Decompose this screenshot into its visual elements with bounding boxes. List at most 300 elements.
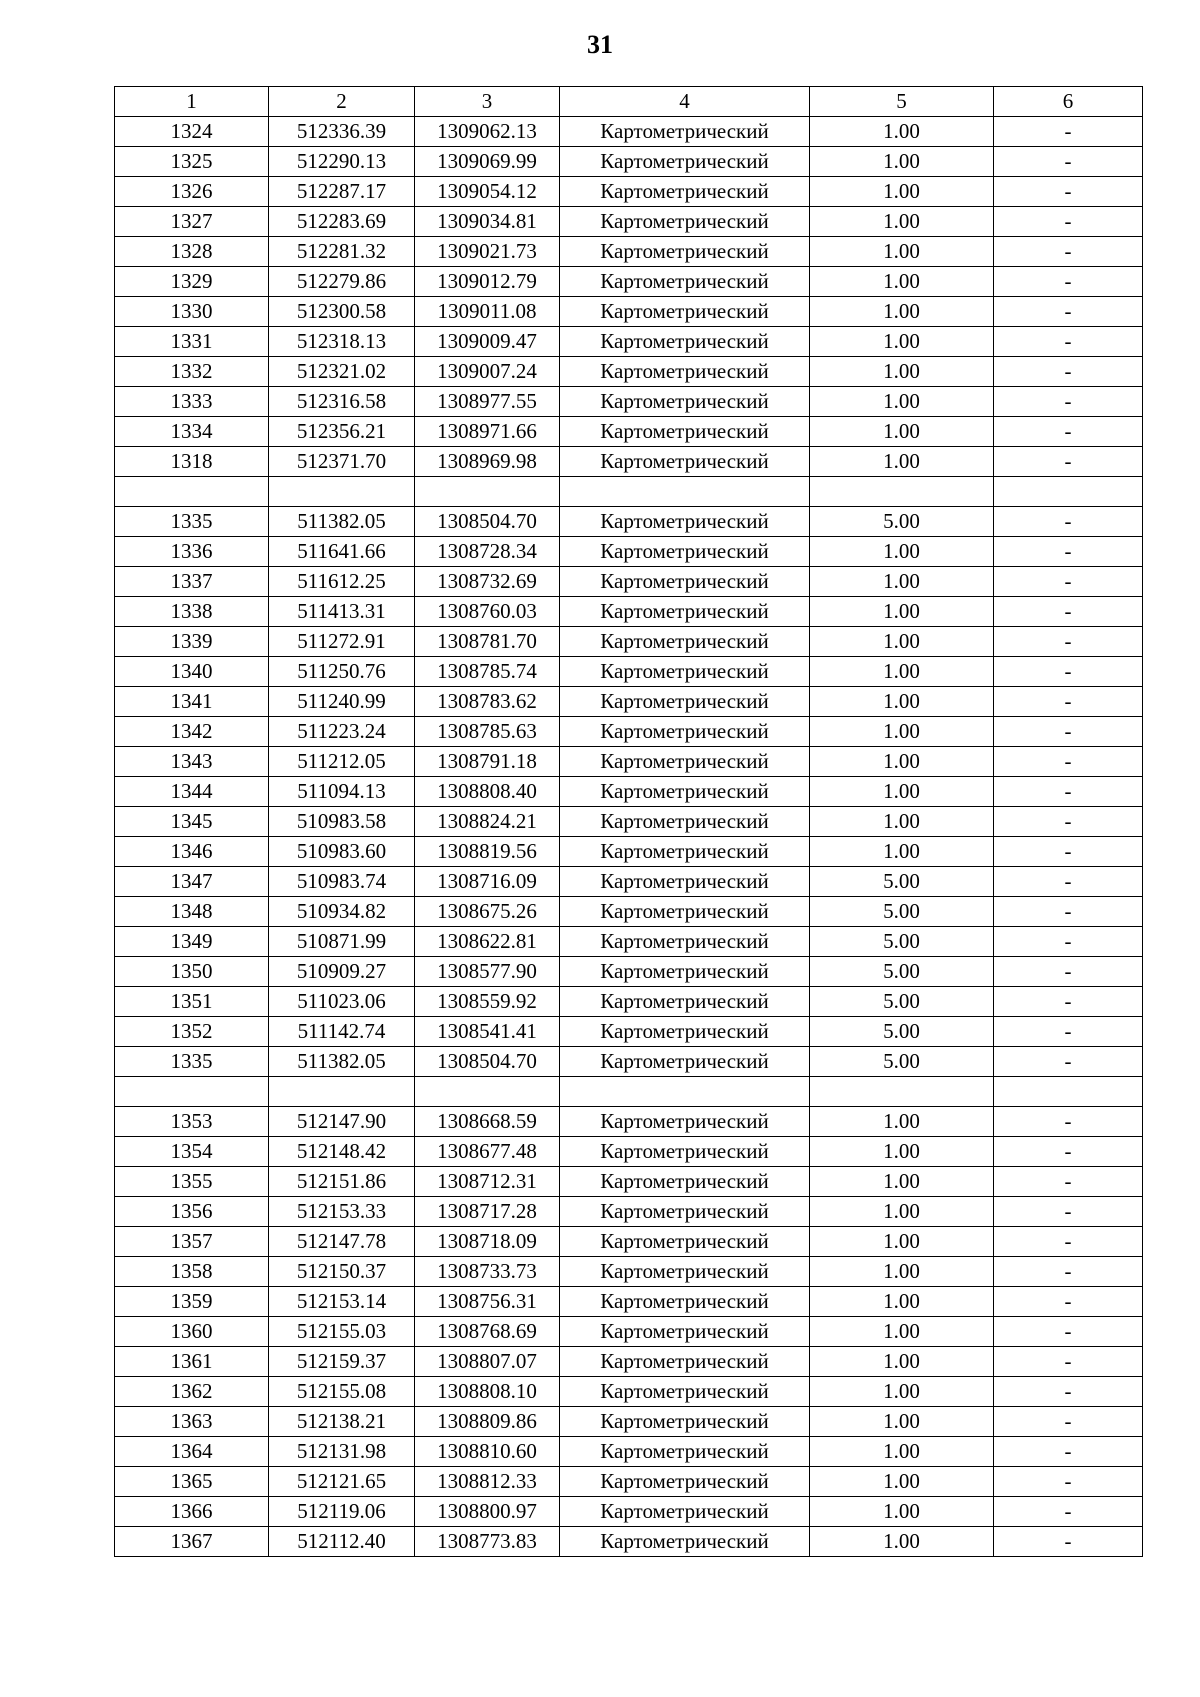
table-row: [115, 1047, 1143, 1077]
table-cell: 1331: [115, 327, 269, 357]
table-row: [115, 267, 1143, 297]
table-cell: 1337: [115, 567, 269, 597]
table-cell: 1.00: [810, 147, 994, 177]
table-cell: 511212.05: [269, 747, 415, 777]
table-cell: -: [994, 867, 1143, 897]
table-cell: 1.00: [810, 1317, 994, 1347]
table-cell: Картометрический: [560, 267, 810, 297]
table-cell: 1347: [115, 867, 269, 897]
table-cell: Картометрический: [560, 1527, 810, 1557]
table-cell: -: [994, 897, 1143, 927]
table-cell: 510909.27: [269, 957, 415, 987]
table-cell: 1329: [115, 267, 269, 297]
table-cell: 1350: [115, 957, 269, 987]
table-cell: 512151.86: [269, 1167, 415, 1197]
table-cell: Картометрический: [560, 147, 810, 177]
table-cell: 1.00: [810, 537, 994, 567]
table-cell: Картометрический: [560, 507, 810, 537]
table-cell: -: [994, 297, 1143, 327]
table-cell: 1308773.83: [415, 1527, 560, 1557]
table-cell: 1325: [115, 147, 269, 177]
table-cell: -: [994, 237, 1143, 267]
table-cell: -: [994, 1137, 1143, 1167]
table-row: [115, 1317, 1143, 1347]
table-cell: -: [994, 627, 1143, 657]
table-cell: 1308717.28: [415, 1197, 560, 1227]
table-cell: 1327: [115, 207, 269, 237]
table-row: [115, 777, 1143, 807]
table-cell: 510983.58: [269, 807, 415, 837]
table-cell: -: [994, 567, 1143, 597]
table-cell: 512356.21: [269, 417, 415, 447]
table-cell: 5.00: [810, 987, 994, 1017]
table-cell: 1308504.70: [415, 1047, 560, 1077]
table-cell: 1341: [115, 687, 269, 717]
table-row: [115, 567, 1143, 597]
table-cell: Картометрический: [560, 837, 810, 867]
table-cell: -: [994, 537, 1143, 567]
table-cell: 511382.05: [269, 1047, 415, 1077]
table-cell: 1308783.62: [415, 687, 560, 717]
table-cell: 1342: [115, 717, 269, 747]
table-cell: [269, 1077, 415, 1107]
table-cell: -: [994, 267, 1143, 297]
table-cell: Картометрический: [560, 567, 810, 597]
table-cell: [994, 1077, 1143, 1107]
table-cell: 1.00: [810, 207, 994, 237]
table-cell: 511023.06: [269, 987, 415, 1017]
table-cell: 1364: [115, 1437, 269, 1467]
table-cell: 5.00: [810, 1047, 994, 1077]
table-cell: 1.00: [810, 777, 994, 807]
table-cell: -: [994, 147, 1143, 177]
table-cell: 1363: [115, 1407, 269, 1437]
table-cell: 511272.91: [269, 627, 415, 657]
table-row: [115, 597, 1143, 627]
table-cell: Картометрический: [560, 597, 810, 627]
table-row: [115, 1377, 1143, 1407]
table-row: [115, 957, 1143, 987]
table-row: [115, 297, 1143, 327]
table-cell: 1308768.69: [415, 1317, 560, 1347]
table-cell: 1330: [115, 297, 269, 327]
table-cell: 1309011.08: [415, 297, 560, 327]
table-cell: -: [994, 987, 1143, 1017]
table-cell: Картометрический: [560, 1197, 810, 1227]
table-cell: 510871.99: [269, 927, 415, 957]
table-row: [115, 147, 1143, 177]
table-cell: -: [994, 507, 1143, 537]
table-row: [115, 1107, 1143, 1137]
table-cell: Картометрический: [560, 1437, 810, 1467]
table-row: [115, 1527, 1143, 1557]
table-cell: Картометрический: [560, 1497, 810, 1527]
table-cell: 1.00: [810, 1527, 994, 1557]
table-cell: 1366: [115, 1497, 269, 1527]
table-cell: 1362: [115, 1377, 269, 1407]
table-cell: 512119.06: [269, 1497, 415, 1527]
table-row: [115, 417, 1143, 447]
table-row: [115, 207, 1143, 237]
table-cell: -: [994, 177, 1143, 207]
table-cell: 1.00: [810, 687, 994, 717]
table-cell: 512153.33: [269, 1197, 415, 1227]
table-cell: 511641.66: [269, 537, 415, 567]
table-row: [115, 1257, 1143, 1287]
table-cell: Картометрический: [560, 1107, 810, 1137]
table-cell: 5.00: [810, 957, 994, 987]
table-cell: 1309054.12: [415, 177, 560, 207]
table-cell: [415, 477, 560, 507]
table-cell: 512336.39: [269, 117, 415, 147]
table-cell: 512155.08: [269, 1377, 415, 1407]
table-cell: 510983.60: [269, 837, 415, 867]
header-cell: 2: [269, 87, 415, 117]
table-row: [115, 1197, 1143, 1227]
table-cell: 1309007.24: [415, 357, 560, 387]
table-cell: Картометрический: [560, 1467, 810, 1497]
table-cell: 1308718.09: [415, 1227, 560, 1257]
table-cell: 1.00: [810, 1137, 994, 1167]
table-cell: 1308677.48: [415, 1137, 560, 1167]
table-cell: 512147.78: [269, 1227, 415, 1257]
table-cell: -: [994, 1197, 1143, 1227]
table-cell: -: [994, 957, 1143, 987]
coordinates-table: [114, 86, 1143, 1557]
table-cell: 5.00: [810, 507, 994, 537]
table-row: [115, 177, 1143, 207]
table-cell: Картометрический: [560, 657, 810, 687]
table-cell: 512148.42: [269, 1137, 415, 1167]
table-cell: 5.00: [810, 897, 994, 927]
table-cell: 511223.24: [269, 717, 415, 747]
table-cell: 511142.74: [269, 1017, 415, 1047]
table-cell: 512283.69: [269, 207, 415, 237]
table-cell: 511413.31: [269, 597, 415, 627]
table-cell: -: [994, 1047, 1143, 1077]
table-row: [115, 927, 1143, 957]
table-cell: 1354: [115, 1137, 269, 1167]
table-row: [115, 657, 1143, 687]
table-cell: 1308809.86: [415, 1407, 560, 1437]
table-row: [115, 627, 1143, 657]
table-row: [115, 1167, 1143, 1197]
table-cell: 1308760.03: [415, 597, 560, 627]
table-row: [115, 747, 1143, 777]
table-cell: 1334: [115, 417, 269, 447]
table-cell: [415, 1077, 560, 1107]
table-cell: 1.00: [810, 357, 994, 387]
table-cell: 1308824.21: [415, 807, 560, 837]
table-cell: 1308807.07: [415, 1347, 560, 1377]
table-cell: 1356: [115, 1197, 269, 1227]
table-cell: Картометрический: [560, 957, 810, 987]
table-cell: 1308728.34: [415, 537, 560, 567]
table-cell: -: [994, 1107, 1143, 1137]
header-cell: 1: [115, 87, 269, 117]
table-cell: -: [994, 1317, 1143, 1347]
table-cell: Картометрический: [560, 1347, 810, 1377]
table-cell: 1.00: [810, 807, 994, 837]
table-cell: 1338: [115, 597, 269, 627]
table-cell: Картометрический: [560, 1407, 810, 1437]
table-cell: -: [994, 417, 1143, 447]
table-row: [115, 1287, 1143, 1317]
table-cell: 1308785.74: [415, 657, 560, 687]
table-header-row: [115, 87, 1143, 117]
table-cell: 1.00: [810, 447, 994, 477]
table-cell: 1308577.90: [415, 957, 560, 987]
table-cell: 1308800.97: [415, 1497, 560, 1527]
table-cell: 1309012.79: [415, 267, 560, 297]
table-cell: Картометрический: [560, 447, 810, 477]
table-cell: [115, 477, 269, 507]
table-cell: [115, 1077, 269, 1107]
table-cell: 1346: [115, 837, 269, 867]
table-cell: 1.00: [810, 387, 994, 417]
table-cell: 1308969.98: [415, 447, 560, 477]
table-cell: 1343: [115, 747, 269, 777]
table-cell: 512131.98: [269, 1437, 415, 1467]
table-cell: 1.00: [810, 747, 994, 777]
table-cell: 1308971.66: [415, 417, 560, 447]
table-row: [115, 507, 1143, 537]
table-cell: Картометрический: [560, 687, 810, 717]
header-cell: 6: [994, 87, 1143, 117]
table-cell: [810, 1077, 994, 1107]
table-cell: 1324: [115, 117, 269, 147]
table-cell: -: [994, 597, 1143, 627]
table-cell: Картометрический: [560, 717, 810, 747]
table-cell: 1336: [115, 537, 269, 567]
table-cell: 1.00: [810, 177, 994, 207]
table-row: [115, 987, 1143, 1017]
table-cell: 1.00: [810, 1257, 994, 1287]
table-cell: -: [994, 327, 1143, 357]
table-cell: 512155.03: [269, 1317, 415, 1347]
table-cell: 1.00: [810, 1167, 994, 1197]
table-cell: Картометрический: [560, 297, 810, 327]
table-cell: 512138.21: [269, 1407, 415, 1437]
table-cell: [560, 477, 810, 507]
table-row: [115, 867, 1143, 897]
table-cell: Картометрический: [560, 777, 810, 807]
table-cell: 1309009.47: [415, 327, 560, 357]
table-cell: Картометрический: [560, 867, 810, 897]
table-cell: 1308716.09: [415, 867, 560, 897]
table-cell: 5.00: [810, 1017, 994, 1047]
table-cell: 1344: [115, 777, 269, 807]
table-cell: -: [994, 747, 1143, 777]
table-cell: 1359: [115, 1287, 269, 1317]
table-cell: 1309021.73: [415, 237, 560, 267]
table-cell: 1.00: [810, 1347, 994, 1377]
table-cell: 1.00: [810, 597, 994, 627]
header-cell: 4: [560, 87, 810, 117]
table-cell: 1.00: [810, 1497, 994, 1527]
table-cell: 1308733.73: [415, 1257, 560, 1287]
table-cell: Картометрический: [560, 1317, 810, 1347]
table-cell: -: [994, 1347, 1143, 1377]
table-cell: Картометрический: [560, 417, 810, 447]
table-cell: 1.00: [810, 1407, 994, 1437]
table-row: [115, 687, 1143, 717]
table-cell: 512300.58: [269, 297, 415, 327]
table-cell: 1333: [115, 387, 269, 417]
table-row: [115, 1137, 1143, 1167]
table-cell: 511612.25: [269, 567, 415, 597]
table-cell: 1348: [115, 897, 269, 927]
table-cell: Картометрический: [560, 1017, 810, 1047]
table-cell: 1308668.59: [415, 1107, 560, 1137]
table-cell: -: [994, 1437, 1143, 1467]
table-cell: Картометрический: [560, 357, 810, 387]
table-cell: Картометрический: [560, 1137, 810, 1167]
table-cell: [560, 1077, 810, 1107]
table-row: [115, 717, 1143, 747]
table-cell: 1308559.92: [415, 987, 560, 1017]
header-cell: 3: [415, 87, 560, 117]
table-cell: Картометрический: [560, 807, 810, 837]
table-cell: 1.00: [810, 1287, 994, 1317]
table-cell: 1.00: [810, 657, 994, 687]
table-cell: 1355: [115, 1167, 269, 1197]
table-cell: Картометрический: [560, 207, 810, 237]
table-cell: 512121.65: [269, 1467, 415, 1497]
table-cell: 1309069.99: [415, 147, 560, 177]
table-cell: 512112.40: [269, 1527, 415, 1557]
table-cell: [269, 477, 415, 507]
table-cell: 1318: [115, 447, 269, 477]
table-cell: 1308712.31: [415, 1167, 560, 1197]
table-row: [115, 237, 1143, 267]
table-cell: -: [994, 1017, 1143, 1047]
table-cell: 1345: [115, 807, 269, 837]
table-cell: -: [994, 1377, 1143, 1407]
table-row: [115, 447, 1143, 477]
table-cell: Картометрический: [560, 1257, 810, 1287]
table-row: [115, 537, 1143, 567]
table-row: [115, 1347, 1143, 1377]
table-cell: 5.00: [810, 867, 994, 897]
table-cell: -: [994, 1227, 1143, 1257]
table-body: [115, 117, 1143, 1557]
table-cell: 1.00: [810, 267, 994, 297]
table-cell: Картометрический: [560, 927, 810, 957]
table-cell: 1309062.13: [415, 117, 560, 147]
table-cell: Картометрический: [560, 1377, 810, 1407]
table-cell: 1.00: [810, 297, 994, 327]
table-cell: 512159.37: [269, 1347, 415, 1377]
table-cell: 1.00: [810, 1437, 994, 1467]
table-cell: 512153.14: [269, 1287, 415, 1317]
table-separator-row: [115, 1077, 1143, 1107]
table-cell: Картометрический: [560, 897, 810, 927]
table-cell: Картометрический: [560, 237, 810, 267]
table-cell: 1339: [115, 627, 269, 657]
table-row: [115, 357, 1143, 387]
table-cell: -: [994, 687, 1143, 717]
table-row: [115, 1227, 1143, 1257]
table-cell: -: [994, 1167, 1143, 1197]
table-cell: 5.00: [810, 927, 994, 957]
table-cell: 1308756.31: [415, 1287, 560, 1317]
table-cell: 1308675.26: [415, 897, 560, 927]
table-cell: 1308791.18: [415, 747, 560, 777]
table-cell: 510983.74: [269, 867, 415, 897]
table-row: [115, 1017, 1143, 1047]
table-cell: 1308819.56: [415, 837, 560, 867]
table-cell: -: [994, 207, 1143, 237]
table-cell: 1.00: [810, 327, 994, 357]
table-cell: Картометрический: [560, 1287, 810, 1317]
table-cell: -: [994, 807, 1143, 837]
table-cell: -: [994, 387, 1143, 417]
table-cell: -: [994, 1407, 1143, 1437]
table-cell: -: [994, 1497, 1143, 1527]
table-cell: 512287.17: [269, 177, 415, 207]
page-number: 31: [587, 30, 613, 59]
table-cell: 1308785.63: [415, 717, 560, 747]
table-cell: -: [994, 1527, 1143, 1557]
table-separator-row: [115, 477, 1143, 507]
table-cell: 511240.99: [269, 687, 415, 717]
table-cell: -: [994, 447, 1143, 477]
table-cell: 1.00: [810, 1467, 994, 1497]
table-cell: -: [994, 657, 1143, 687]
table-cell: [810, 477, 994, 507]
table-row: [115, 897, 1143, 927]
table-cell: -: [994, 777, 1143, 807]
table-cell: Картометрический: [560, 627, 810, 657]
table-cell: 1.00: [810, 1107, 994, 1137]
table-cell: 1.00: [810, 837, 994, 867]
table-cell: 512290.13: [269, 147, 415, 177]
table-cell: Картометрический: [560, 747, 810, 777]
table-cell: -: [994, 1257, 1143, 1287]
table-row: [115, 117, 1143, 147]
table-cell: 511250.76: [269, 657, 415, 687]
table-row: [115, 1467, 1143, 1497]
table-cell: Картометрический: [560, 1047, 810, 1077]
table-cell: 1352: [115, 1017, 269, 1047]
table-cell: -: [994, 357, 1143, 387]
table-cell: -: [994, 117, 1143, 147]
table-cell: 1332: [115, 357, 269, 387]
table-cell: 1326: [115, 177, 269, 207]
table-cell: 512316.58: [269, 387, 415, 417]
table-cell: 1308541.41: [415, 1017, 560, 1047]
table-cell: 1361: [115, 1347, 269, 1377]
table-cell: 1308622.81: [415, 927, 560, 957]
table-cell: 1308732.69: [415, 567, 560, 597]
table-cell: 512150.37: [269, 1257, 415, 1287]
table-cell: 1357: [115, 1227, 269, 1257]
table-cell: 1308810.60: [415, 1437, 560, 1467]
table-cell: 1367: [115, 1527, 269, 1557]
table-row: [115, 327, 1143, 357]
table-cell: 1308808.10: [415, 1377, 560, 1407]
table-cell: -: [994, 1467, 1143, 1497]
table-cell: 512279.86: [269, 267, 415, 297]
table-cell: 512147.90: [269, 1107, 415, 1137]
table-cell: 510934.82: [269, 897, 415, 927]
table-cell: 1.00: [810, 1377, 994, 1407]
table-cell: 512281.32: [269, 237, 415, 267]
table-cell: Картометрический: [560, 117, 810, 147]
table-cell: 512318.13: [269, 327, 415, 357]
table-row: [115, 1407, 1143, 1437]
